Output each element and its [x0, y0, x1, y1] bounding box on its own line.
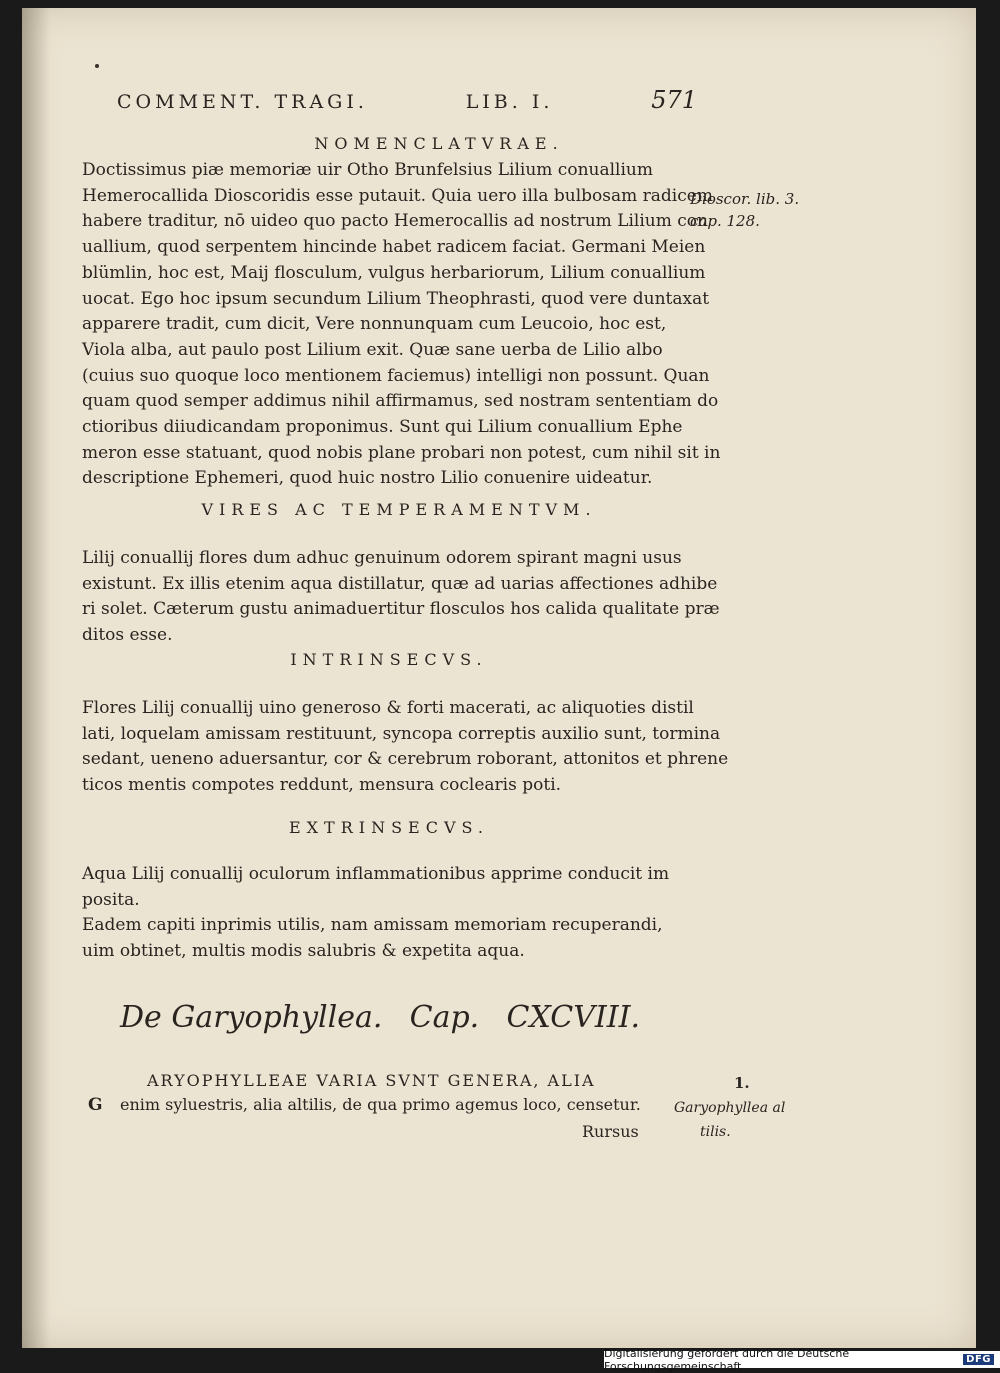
paragraph-nomenclaturae [82, 158, 721, 492]
section-heading-extrinsecus: EXTRINSECVS. [288, 818, 490, 837]
text-line: Lilij conuallij flores dum adhuc genuinum odorem spirant magni usus [82, 548, 682, 568]
paragraph-vires [82, 546, 720, 649]
footer-text: Digitalisierung gefördert durch die Deutsche Forschungsgemeinschaft [604, 1346, 850, 1373]
margin-note-garyophyllea [674, 1096, 785, 1144]
chapter-title-text: De Garyophyllea. [120, 1000, 383, 1035]
text-line: Doctissimus piæ memoriæ uir Otho Brunfelsius Lilium conuallium [82, 160, 653, 180]
drop-initial: G [88, 1095, 103, 1115]
text-line: (cuius suo quoque loco mentionem faciemus) intelligi non possunt. Quan [82, 365, 710, 386]
text-line: lati, loquelam amissam restituunt, syncopa correptis auxilio sunt, tormina [82, 723, 721, 744]
text-line: ticos mentis compotes reddunt, mensura coclearis poti. [82, 775, 562, 796]
section-heading-vires: VIRES AC TEMPERAMENTVM. [201, 500, 597, 519]
chapter-cap-label: Cap. [409, 1000, 480, 1035]
text-line: Flores Lilij conuallij uino generoso & forti macerati, ac aliquoties distil [82, 698, 694, 718]
chapter-number: CXCVIII. [506, 1000, 640, 1035]
text-line: quam quod semper addimus nihil affirmamus, sed nostram sententiam do [82, 391, 719, 412]
running-head [117, 86, 697, 114]
text-line: Hemerocallida Dioscoridis esse putauit. Quia uero illa bulbosam radicem [82, 185, 713, 206]
page-number: 571 [651, 86, 697, 114]
text-line: Viola alba, aut paulo post Lilium exit. Quæ sane uerba de Lilio albo [82, 339, 663, 360]
text-line: habere traditur, nō uideo quo pacto Hemerocallis ad nostrum Lilium con [82, 211, 708, 232]
paragraph-intrinsecus [82, 696, 729, 799]
section-heading-intrinsecus: INTRINSECVS. [290, 650, 488, 669]
margin-note-line: Dioscor. lib. 3. [690, 190, 800, 208]
running-head-left: COMMENT. TRAGI. [117, 91, 368, 113]
running-head-center: LIB. I. [465, 91, 554, 113]
catchword: Rursus [582, 1122, 639, 1141]
chapter-opening-caps: ARYOPHYLLEAE VARIA SVNT GENERA, ALIA [147, 1071, 596, 1090]
text-line: uocat. Ego hoc ipsum secundum Lilium Theophrasti, quod vere duntaxat [82, 288, 710, 309]
text-line: uim obtinet, multis modis salubris & expetita aqua. [82, 941, 525, 962]
chapter-opening-line: enim syluestris, alia altilis, de qua primo agemus loco, censetur. [120, 1095, 641, 1114]
margin-note-line: Garyophyllea al [674, 1100, 786, 1116]
text-line: ctioribus diiudicandam proponimus. Sunt qui Lilium conuallium Ephe [82, 417, 683, 438]
text-line: posita. [82, 889, 140, 910]
text-line: blümlin, hoc est, Maij flosculum, vulgus herbariorum, Lilium conuallium [82, 262, 706, 283]
page-gutter-shadow [22, 8, 50, 1348]
text-line: existunt. Ex illis etenim aqua distillatur, quæ ad uarias affectiones adhibe [82, 573, 718, 594]
text-line: Aqua Lilij conuallij oculorum inflammationibus apprime conducit im [82, 864, 670, 884]
text-line: Eadem capiti inprimis utilis, nam amissam memoriam recuperandi, [82, 915, 663, 936]
funding-footer [604, 1346, 1000, 1373]
text-line: descriptione Ephemeri, quod huic nostro Lilio conuenire uideatur. [82, 468, 653, 489]
paragraph-extrinsecus [82, 862, 712, 965]
ink-speck [95, 64, 99, 68]
text-line: apparere tradit, cum dicit, Vere nonnunquam cum Leucoio, hoc est, [82, 314, 667, 335]
margin-note-dioscorides [690, 188, 799, 232]
text-line: uallium, quod serpentem hincinde habet radicem faciat. Germani Meien [82, 237, 706, 258]
chapter-title [120, 1000, 640, 1035]
margin-note-line: tilis. [700, 1124, 731, 1140]
margin-note-line: cap. 128. [690, 212, 760, 230]
text-line: ri solet. Cæterum gustu animaduertitur flosculos hos calida qualitate præ [82, 599, 720, 620]
text-line: ditos esse. [82, 625, 173, 646]
dfg-logo: DFG [963, 1354, 994, 1365]
section-heading-nomenclaturae: NOMENCLATVRAE. [314, 134, 564, 153]
margin-number: 1. [734, 1074, 750, 1092]
text-line: sedant, ueneno aduersantur, cor & cerebrum roborant, attonitos et phrene [82, 749, 729, 770]
book-page [22, 8, 976, 1348]
text-line: meron esse statuant, quod nobis plane probari non potest, cum nihil sit in [82, 442, 721, 463]
